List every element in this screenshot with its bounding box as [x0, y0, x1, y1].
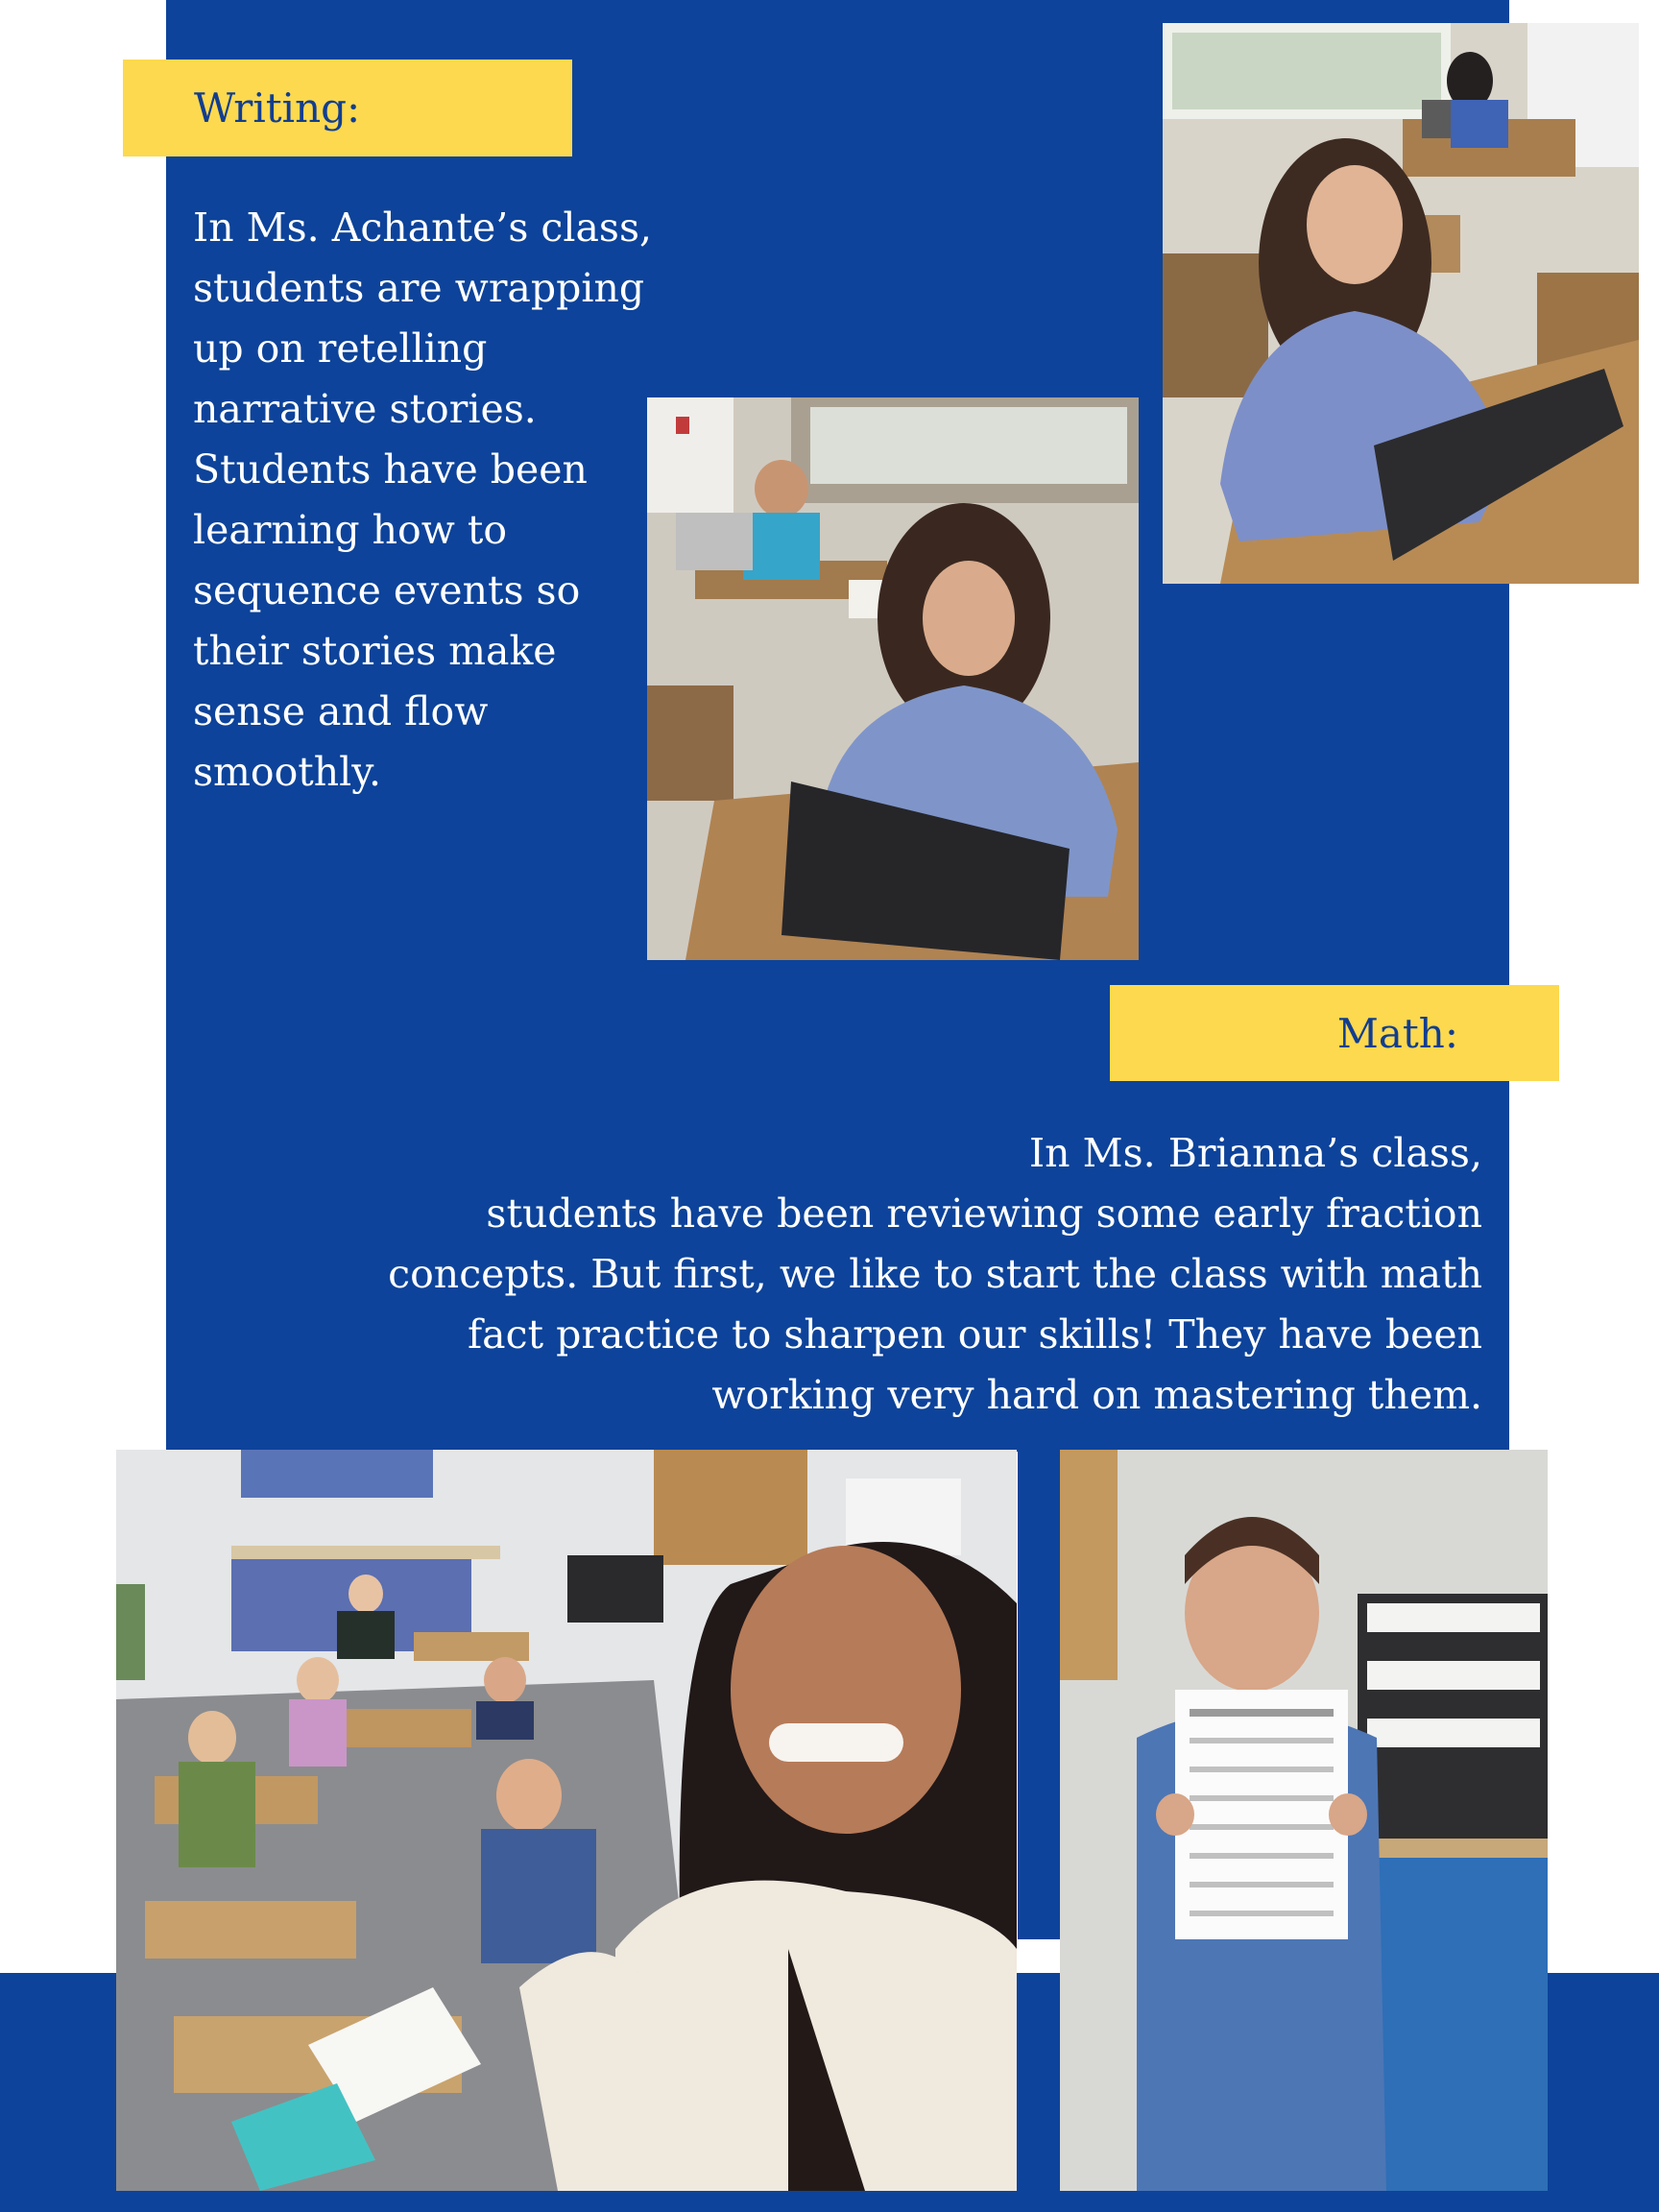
writing-line: students are wrapping [193, 265, 645, 311]
photo-classroom-selfie [116, 1450, 1017, 2191]
writing-line: smoothly. [193, 749, 382, 795]
photo-girl-laptop-closeup [1163, 23, 1639, 584]
writing-line: sequence events so [193, 567, 581, 613]
blue-gap-strip [1018, 1440, 1060, 1939]
math-paragraph [234, 1123, 1482, 1426]
writing-paragraph [193, 198, 683, 803]
math-line: working very hard on mastering them. [711, 1372, 1482, 1418]
photo-students-writing [647, 397, 1139, 960]
writing-heading [123, 60, 572, 156]
math-heading [1110, 985, 1559, 1081]
writing-line: narrative stories. [193, 386, 537, 432]
writing-line: learning how to [193, 507, 507, 553]
writing-line: sense and flow [193, 688, 489, 734]
math-line: In Ms. Brianna’s class, [1028, 1130, 1482, 1176]
writing-line: Students have been [193, 446, 588, 493]
photo-boy-worksheet [1060, 1450, 1548, 2191]
math-line: students have been reviewing some early fraction [486, 1190, 1482, 1237]
writing-line: In Ms. Achante’s class, [193, 204, 653, 251]
writing-heading-text: Writing: [194, 84, 361, 132]
writing-line: their stories make [193, 628, 557, 674]
writing-line: up on retelling [193, 325, 488, 372]
math-line: fact practice to sharpen our skills! They have been [467, 1311, 1482, 1358]
math-heading-text: Math: [1336, 1009, 1458, 1057]
math-line: concepts. But first, we like to start the class with math [388, 1251, 1482, 1297]
